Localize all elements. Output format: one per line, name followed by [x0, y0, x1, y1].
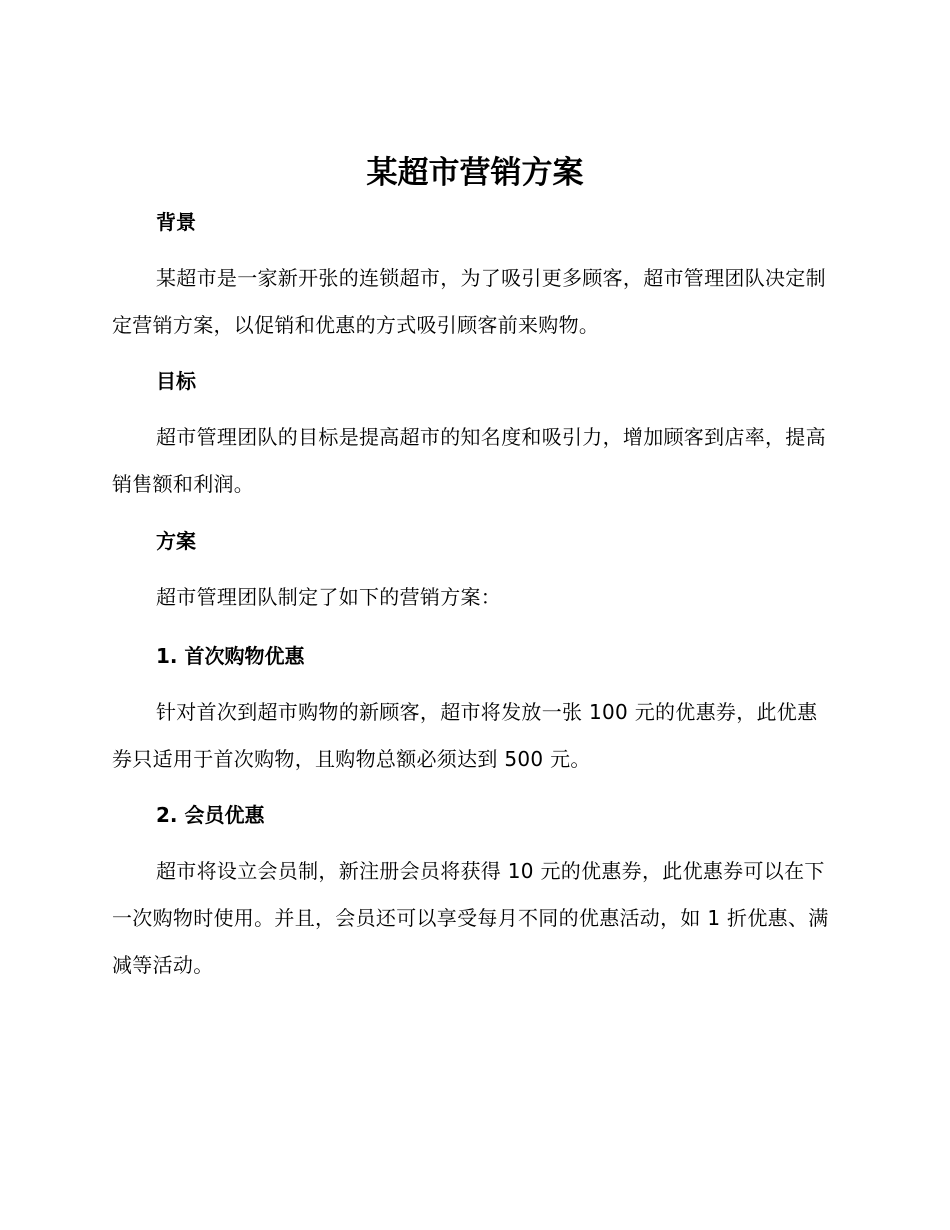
section-heading-first-purchase: 1. 首次购物优惠	[156, 644, 305, 668]
section-heading-membership: 2. 会员优惠	[156, 803, 265, 827]
section-paragraph-background: 某超市是一家新开张的连锁超市，为了吸引更多顾客，超市管理团队决定制定营销方案，以促销和优惠的方式吸引顾客前来购物。	[112, 266, 826, 337]
section-paragraph-plan: 超市管理团队制定了如下的营销方案：	[156, 585, 502, 609]
section-heading-background: 背景	[156, 210, 196, 234]
section-paragraph-membership: 超市将设立会员制，新注册会员将获得 10 元的优惠券，此优惠券可以在下一次购物时使用。并且，会员还可以享受每月不同的优惠活动，如 1 折优惠、满减等活动。	[112, 859, 829, 977]
document-title: 某超市营销方案	[366, 155, 584, 191]
section-paragraph-first-purchase: 针对首次到超市购物的新顾客，超市将发放一张 100 元的优惠券，此优惠券只适用于首次购物，且购物总额必须达到 500 元。	[112, 700, 818, 771]
section-paragraph-goal: 超市管理团队的目标是提高超市的知名度和吸引力，增加顾客到店率，提高销售额和利润。	[112, 425, 826, 496]
section-heading-goal: 目标	[156, 369, 196, 393]
section-heading-plan: 方案	[156, 529, 196, 553]
